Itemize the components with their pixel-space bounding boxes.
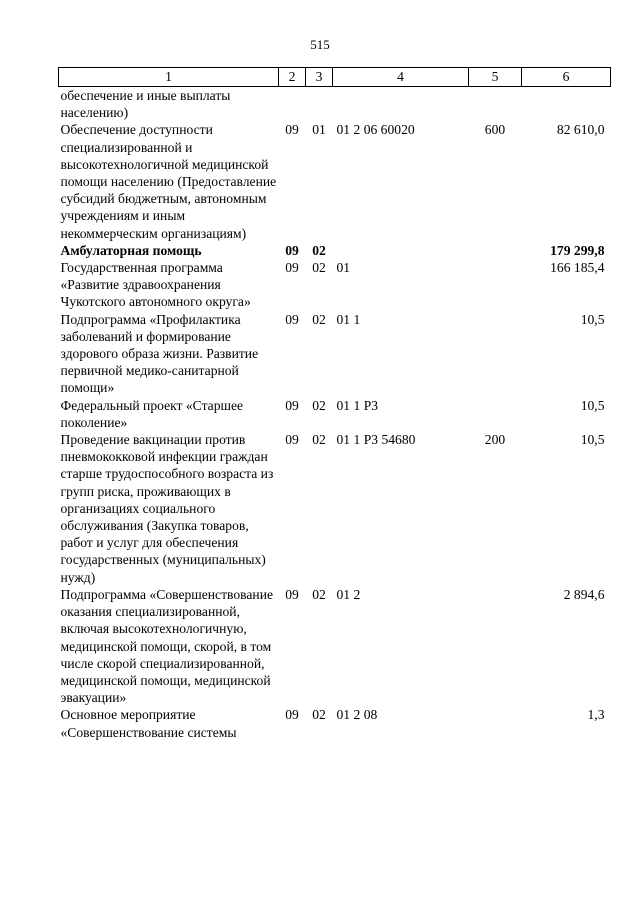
row-expense-type <box>469 311 522 397</box>
row-target-article: 01 2 <box>336 586 361 602</box>
row-expense-type <box>469 259 522 311</box>
header-cell: 3 <box>306 68 333 87</box>
row-amount: 10,5 <box>580 311 605 327</box>
row-amount: 179 299,8 <box>550 242 605 258</box>
row-subsection: 02 <box>312 242 326 258</box>
row-expense-type <box>469 397 522 431</box>
table-row <box>59 431 611 586</box>
table-row <box>59 586 611 706</box>
row-name: Основное мероприятие «Совершенствование системы <box>60 707 237 740</box>
row-subsection: 02 <box>312 260 326 276</box>
row-section: 09 <box>285 260 299 276</box>
row-expense-type: 600 <box>484 122 506 138</box>
header-row <box>59 68 611 87</box>
row-amount: 2 894,6 <box>563 586 605 602</box>
row-subsection: 02 <box>312 432 326 448</box>
row-amount: 82 610,0 <box>556 122 605 138</box>
row-target-article <box>333 242 469 259</box>
row-name: Амбулаторная помощь <box>60 242 202 258</box>
row-subsection: 01 <box>312 122 326 138</box>
row-subsection: 02 <box>312 311 326 327</box>
row-name: Подпрограмма «Совершенствование оказания специализированной, включая высокотехнологичную, медицинской помощи, скорой, в том числе скорой специализированной, медицинской помощи, медицинской эвакуации» <box>60 586 274 706</box>
row-target-article: 01 1 P3 54680 <box>336 432 416 448</box>
row-name: Подпрограмма «Профилактика заболеваний и формирование здорового образа жизни. Развитие первичной медико-санитарной помощи» <box>60 311 259 396</box>
table-row <box>59 259 611 311</box>
row-section: 09 <box>285 311 299 327</box>
row-section <box>279 87 306 122</box>
row-target-article <box>333 87 469 122</box>
row-name: обеспечение и иные выплаты населению) <box>60 88 231 121</box>
row-subsection <box>306 87 333 122</box>
row-section: 09 <box>285 397 299 413</box>
row-section: 09 <box>285 707 299 723</box>
header-cell: 1 <box>59 68 279 87</box>
row-target-article: 01 1 <box>336 311 361 327</box>
row-expense-type <box>469 586 522 706</box>
table-row <box>59 242 611 259</box>
page-number: 515 <box>310 37 330 52</box>
row-name: Обеспечение доступности специализированной и высокотехнологичной медицинской помощи населению (Предоставление субсидий бюджетным, автономным учреждениям и иным некоммерческим организациям) <box>60 122 277 241</box>
row-expense-type <box>469 242 522 259</box>
row-amount: 1,3 <box>587 707 605 723</box>
row-name: Федеральный проект «Старшее поколение» <box>60 397 244 430</box>
table-row <box>59 397 611 431</box>
row-expense-type: 200 <box>484 432 506 448</box>
header-cell: 2 <box>279 68 306 87</box>
table-row <box>59 121 611 241</box>
row-name: Государственная программа «Развитие здравоохранения Чукотского автономного округа» <box>60 260 251 310</box>
header-cell: 5 <box>469 68 522 87</box>
row-expense-type <box>469 706 522 740</box>
budget-table <box>58 67 611 741</box>
row-amount: 10,5 <box>580 397 605 413</box>
row-target-article: 01 <box>336 260 351 276</box>
row-target-article: 01 2 06 60020 <box>336 122 415 138</box>
row-target-article: 01 1 P3 <box>336 397 379 413</box>
row-name: Проведение вакцинации против пневмококковой инфекции граждан старше трудоспособного возраста из групп риска, проживающих в организациях социального обслуживания (Закупка товаров, работ и услуг для обеспечения государственных (муниципальных) нужд) <box>60 432 274 585</box>
row-amount: 10,5 <box>580 432 605 448</box>
table-row <box>59 311 611 397</box>
row-section: 09 <box>285 122 299 138</box>
row-target-article: 01 2 08 <box>336 707 378 723</box>
header-cell: 4 <box>333 68 469 87</box>
row-subsection: 02 <box>312 397 326 413</box>
table-row <box>59 706 611 740</box>
row-section: 09 <box>285 586 299 602</box>
row-section: 09 <box>285 432 299 448</box>
row-expense-type <box>469 87 522 122</box>
table-row <box>59 87 611 122</box>
row-section: 09 <box>285 242 299 258</box>
row-amount <box>522 87 611 122</box>
row-subsection: 02 <box>312 586 326 602</box>
header-cell: 6 <box>522 68 611 87</box>
row-subsection: 02 <box>312 707 326 723</box>
row-amount: 166 185,4 <box>550 260 605 276</box>
